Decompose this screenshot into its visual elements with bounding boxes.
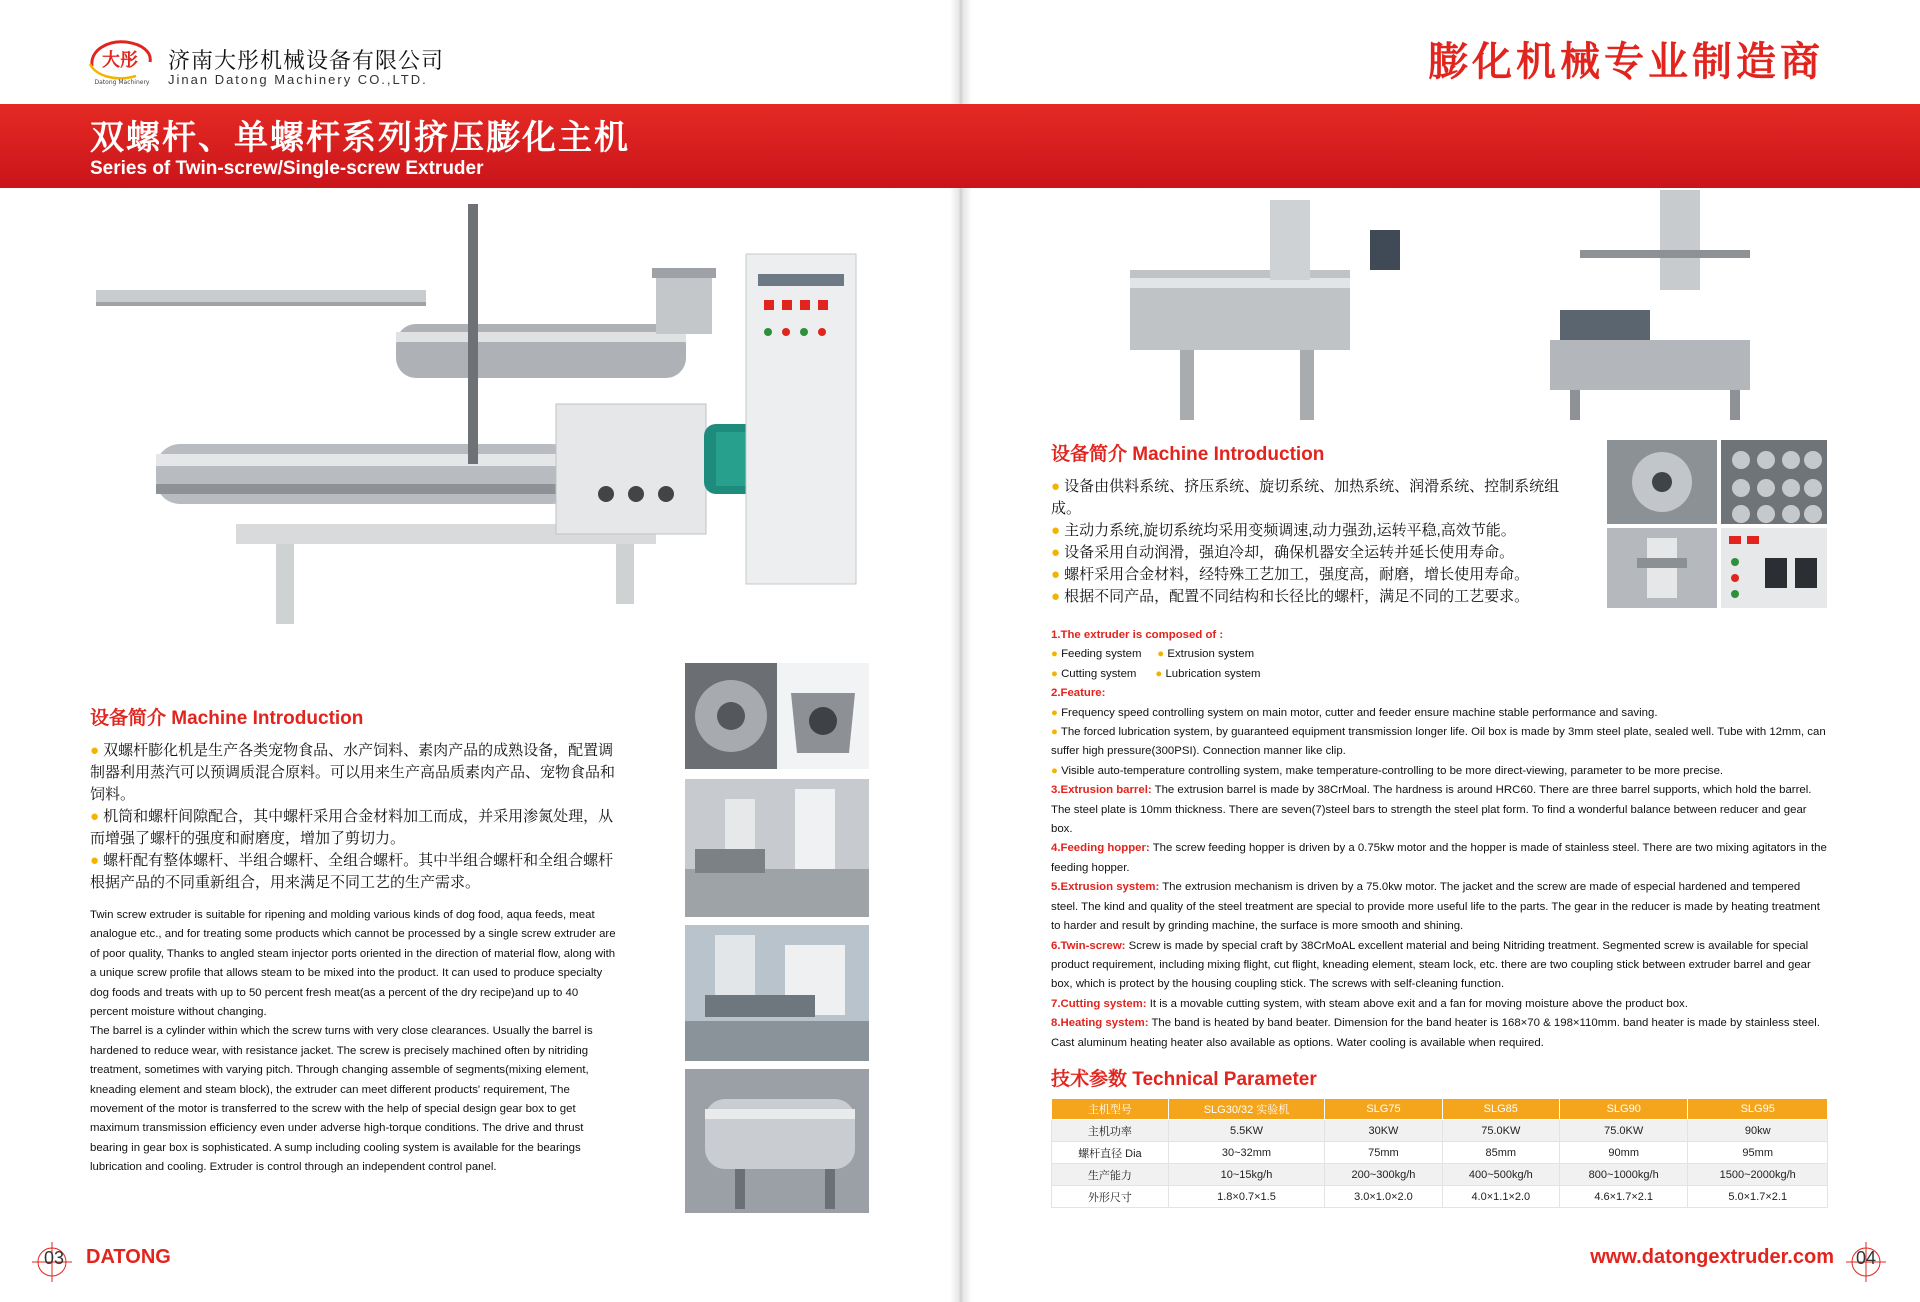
left-cn-bullets (90, 740, 618, 894)
footer-brand: DATONG (86, 1246, 171, 1268)
table-cell: 75.0KW (1559, 1120, 1687, 1142)
feature-item-1: ● Frequency speed controlling system on main motor, cutter and feeder ensure machine stable performance and saving. (1051, 706, 1658, 719)
table-header-cell: SLG95 (1688, 1099, 1828, 1120)
table-cell: 3.0×1.0×2.0 (1325, 1186, 1442, 1208)
table-cell: 75mm (1325, 1142, 1442, 1164)
table-header-cell: SLG75 (1325, 1099, 1442, 1120)
right-cn-bullets (1051, 476, 1571, 608)
table-header-row (1052, 1099, 1828, 1120)
control-panel-photo (1721, 528, 1827, 608)
table-cell: 1.8×0.7×1.5 (1168, 1186, 1325, 1208)
right-cn-bullet-4: ● 螺杆采用合金材料，经特殊工艺加工，强度高，耐磨，增长使用寿命。 (1051, 566, 1530, 583)
table-cell: 90mm (1559, 1142, 1687, 1164)
table-cell: 30~32mm (1168, 1142, 1325, 1164)
tech-param-table (1051, 1098, 1828, 1208)
tech-param-title: 技术参数 Technical Parameter (1051, 1069, 1317, 1090)
table-cell: 4.6×1.7×2.1 (1559, 1186, 1687, 1208)
composed-row-2: ● Cutting system ● Lubrication system (1051, 667, 1261, 680)
table-header-cell: SLG85 (1442, 1099, 1559, 1120)
right-section-title: 设备简介 Machine Introduction (1051, 444, 1325, 465)
table-cell: 200~300kg/h (1325, 1164, 1442, 1186)
feature-heading-2: 2.Feature: (1051, 687, 1106, 700)
table-cell: 400~500kg/h (1442, 1164, 1559, 1186)
extruder-with-platform-photo (1530, 190, 1770, 430)
table-cell: 主机功率 (1052, 1120, 1169, 1142)
conditioner-photo (685, 1069, 869, 1213)
table-cell: 外形尺寸 (1052, 1186, 1169, 1208)
page-spine (950, 0, 972, 1302)
table-cell: 1500~2000kg/h (1688, 1164, 1828, 1186)
extruder-photo-small (1120, 190, 1410, 430)
features-section (1051, 626, 1828, 1053)
table-row (1052, 1164, 1828, 1186)
table-cell: 75.0KW (1442, 1120, 1559, 1142)
table-cell: 800~1000kg/h (1559, 1164, 1687, 1186)
die-plate-photo (1607, 440, 1717, 524)
feature-item-3: ● Visible auto-temperature controlling system, make temperature-controlling to be more direct-viewing, parameter to be more precise. (1051, 764, 1724, 777)
screw-elements-photo (1721, 440, 1827, 524)
table-cell: 90kw (1688, 1120, 1828, 1142)
left-en-paragraph-1: Twin screw extruder is suitable for ripening and molding various kinds of dog food, aqua feeds, meat analogue etc., and for treating some products which cannot be processed by a single screw extruder are of poor quality, Thanks to angled steam injector ports oriented in the direction of material flow, along with a unique screw profile that allows steam to be mixed into the product. It can used to produce specialty dog foods and treats with up to 50 percent fresh meat(as a percent of the dry recipe)and up to 40 percent moisture without changing. (90, 909, 616, 1019)
feature-7: 7.Cutting system: It is a movable cutting system, with steam above exit and a fan for moving moisture above the product box. (1051, 997, 1688, 1010)
left-cn-bullet-3: ● 螺杆配有整体螺杆、半组合螺杆、全组合螺杆。其中半组合螺杆和全组合螺杆根据产品的不同重新组合，用来满足不同工艺的生产需求。 (90, 852, 614, 891)
twin-screw-extruder-photo (96, 204, 876, 650)
table-header-cell: SLG30/32 实验机 (1168, 1099, 1325, 1120)
left-en-paragraph-2: The barrel is a cylinder within which the screw turns with very close clearances. Usually the barrel is hardened to reduce wear, with resistance jacket. The screw is precisely machined often by nitriding treatment, sometimes with varying pitch. Through changing assemble of segments(mixing element, kneading element and steam block), the extruder can meet different products' requirement, The movement of the motor is transferred to the screw with the help of special design gear box to get maximum transmission efficiency even under adverse high-torque conditions. The drive and thrust bearing in gear box is sophisticated. A sump including cooling system is available for the bearings lubrication and cooling. Extruder is control through an independent control panel. (90, 1025, 593, 1174)
feature-3: 3.Extrusion barrel: The extrusion barrel is made by 38CrMoal. The hardness is around HRC60. There are three barrel supports, which hold the barrel. The steel plate is 10mm thickness. There are seven(7)steel bars to strength the steel plat form. To find a wonderful balance between reducer and gear box. (1051, 784, 1812, 836)
right-cn-bullet-2: ● 主动力系统,旋切系统均采用变频调速,动力强劲,运转平稳,高效节能。 (1051, 522, 1516, 539)
cutter-photo (1607, 528, 1717, 608)
left-cn-bullet-2: ● 机筒和螺杆间隙配合，其中螺杆采用合金材料加工而成，并采用渗氮处理，从而增强了螺杆的强度和耐磨度，增加了剪切力。 (90, 808, 614, 847)
page-number-right: 04 (1856, 1248, 1877, 1268)
feature-5: 5.Extrusion system: The extrusion mechanism is driven by a 75.0kw motor. The jacket and the screw are made of especial hardened and tempered steel. The kind and quality of the steel treatment are special to provide more useful life to the parts. The gear in the reducer is made by heating treatment to harder and result by grinding machine, the surface is more smooth and shining. (1051, 881, 1820, 933)
feature-4: 4.Feeding hopper: The screw feeding hopper is driven by a 0.75kw motor and the hopper is made of stainless steel. There are two mixing agitators in the feeding hopper. (1051, 842, 1827, 874)
right-cn-bullet-5: ● 根据不同产品，配置不同结构和长径比的螺杆，满足不同的工艺要求。 (1051, 588, 1530, 605)
table-cell: 5.5KW (1168, 1120, 1325, 1142)
feature-item-2: ● The forced lubrication system, by guaranteed equipment transmission longer life. Oil box is made by 3mm steel plate, sealed well. Tube with 12mm, can suffer high pressure(300PSI). Connection manner like clip. (1051, 726, 1826, 758)
table-cell: 85mm (1442, 1142, 1559, 1164)
right-cn-bullet-1: ● 设备由供料系统、挤压系统、旋切系统、加热系统、润滑系统、控制系统组成。 (1051, 478, 1560, 517)
feature-8: 8.Heating system: The band is heated by band beater. Dimension for the band heater is 168×70 & 198×110mm. band heater is made by stainless steel. Cast aluminum heating heater also available as options. Water cooling is available when required. (1051, 1017, 1820, 1049)
banner-title-en: Series of Twin-screw/Single-screw Extruder (90, 158, 484, 179)
table-cell: 生产能力 (1052, 1164, 1169, 1186)
barrel-parts-photo (685, 663, 869, 769)
table-row (1052, 1120, 1828, 1142)
logo-text: 大彤 (102, 50, 138, 71)
page-number-left: 03 (44, 1248, 65, 1268)
table-header-cell: SLG90 (1559, 1099, 1687, 1120)
company-name-en: Jinan Datong Machinery CO.,LTD. (168, 72, 428, 87)
factory-line-photo-1 (685, 779, 869, 917)
banner-title-cn: 双螺杆、单螺杆系列挤压膨化主机 (90, 119, 630, 157)
right-cn-bullet-3: ● 设备采用自动润滑，强迫冷却，确保机器安全运转并延长使用寿命。 (1051, 544, 1515, 561)
table-cell: 10~15kg/h (1168, 1164, 1325, 1186)
table-row (1052, 1142, 1828, 1164)
table-row (1052, 1186, 1828, 1208)
footer-website-link[interactable]: www.datongextruder.com (1590, 1246, 1834, 1268)
company-name-cn: 济南大彤机械设备有限公司 (168, 48, 445, 73)
table-cell: 4.0×1.1×2.0 (1442, 1186, 1559, 1208)
table-cell: 5.0×1.7×2.1 (1688, 1186, 1828, 1208)
table-cell: 95mm (1688, 1142, 1828, 1164)
slogan: 膨化机械专业制造商 (1428, 40, 1824, 84)
factory-line-photo-2 (685, 925, 869, 1061)
composed-row-1: ● Feeding system ● Extrusion system (1051, 648, 1255, 661)
feature-6: 6.Twin-screw: Screw is made by special craft by 38CrMoAL excellent material and being Nitriding treatment. Segmented screw is available for special product requirement, including mixing flight, cut flight, kneading element, steam lock, etc. there are two coupling stick between extruder barrel and gear box, which is protect by the housing coupling stick. The screws with self-cleaning function. (1051, 939, 1811, 991)
feature-heading-1: 1.The extruder is composed of : (1051, 629, 1224, 641)
table-cell: 30KW (1325, 1120, 1442, 1142)
logo-sub: Datong Machinery (94, 79, 150, 86)
left-section-title: 设备简介 Machine Introduction (90, 708, 364, 729)
left-en-paragraphs (90, 906, 616, 1178)
table-header-cell: 主机型号 (1052, 1099, 1169, 1120)
company-logo (86, 36, 158, 88)
left-cn-bullet-1: ● 双螺杆膨化机是生产各类宠物食品、水产饲料、素肉产品的成熟设备，配置调制器利用蒸汽可以预调质混合原料。可以用来生产高品质素肉产品、宠物食品和饲料。 (90, 742, 616, 803)
table-cell: 螺杆直径 Dia (1052, 1142, 1169, 1164)
